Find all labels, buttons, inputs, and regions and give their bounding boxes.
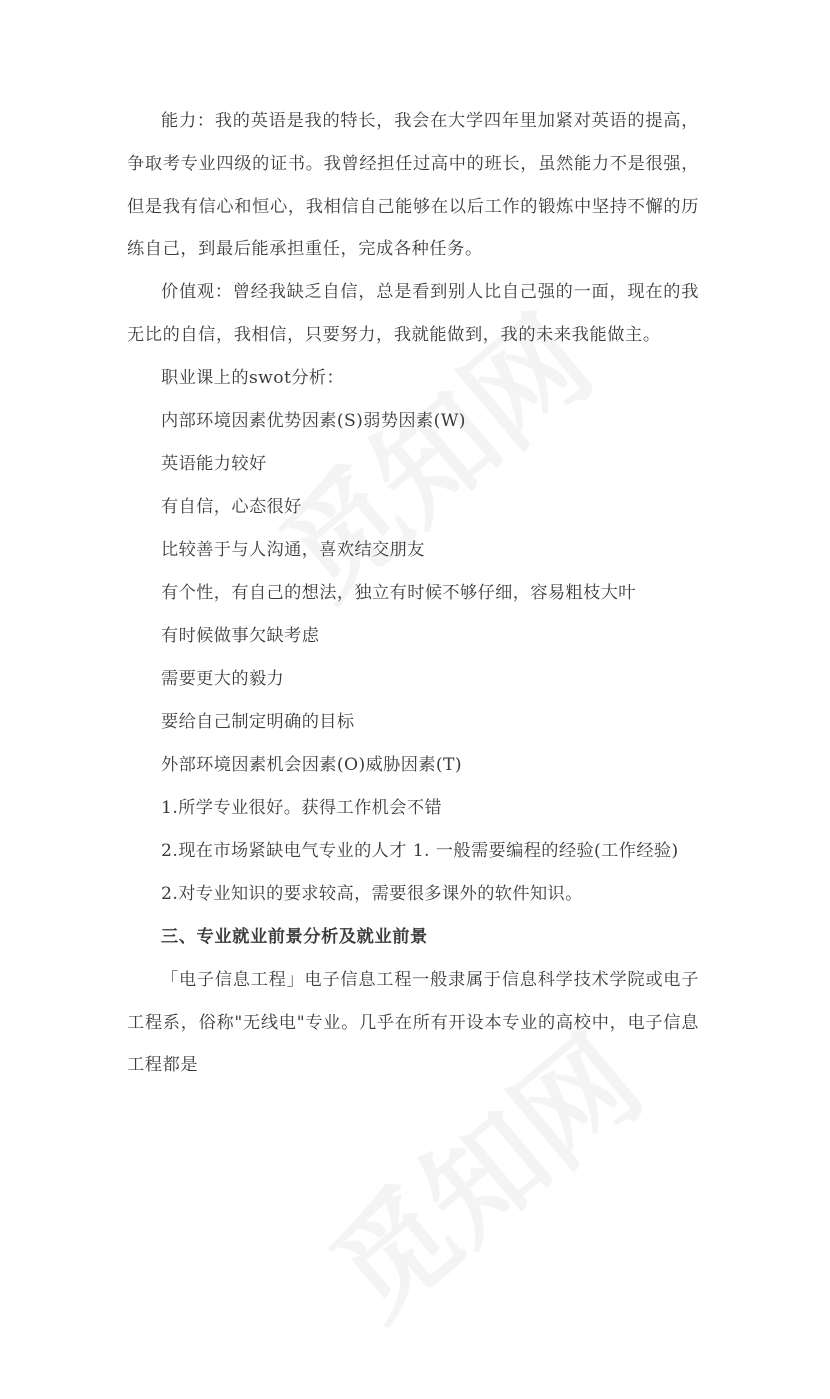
swot-external-header: 外部环境因素机会因素(O)威胁因素(T) xyxy=(161,754,463,775)
swot-internal-item: 有时候做事欠缺考虑 xyxy=(161,625,320,646)
swot-internal-item: 有个性，有自己的想法，独立有时候不够仔细，容易粗枝大叶 xyxy=(161,582,636,603)
swot-internal-item: 要给自己制定明确的目标 xyxy=(161,711,355,732)
swot-internal-header: 内部环境因素优势因素(S)弱势因素(W) xyxy=(161,410,466,431)
swot-external-item: 2.现在市场紧缺电气专业的人才 1. 一般需要编程的经验(工作经验) xyxy=(161,840,679,861)
document-body xyxy=(127,100,699,1087)
paragraph-ability: 能力：我的英语是我的特长，我会在大学四年里加紧对英语的提高，争取考专业四级的证书。我曾经担任过高中的班长，虽然能力不是很强，但是我有信心和恒心，我相信自己能够在以后工作的锻炼中坚持不懈的历练自己，到最后能承担重任，完成各种任务。 xyxy=(127,111,699,260)
paragraph-values: 价值观：曾经我缺乏自信，总是看到别人比自己强的一面，现在的我无比的自信，我相信，只要努力，我就能做到，我的未来我能做主。 xyxy=(127,282,699,345)
swot-external-item: 2.对专业知识的要求较高，需要很多课外的软件知识。 xyxy=(161,883,583,904)
swot-internal-item: 需要更大的毅力 xyxy=(161,668,285,689)
swot-internal-item: 英语能力较好 xyxy=(161,453,267,474)
swot-intro: 职业课上的swot分析： xyxy=(161,367,345,388)
swot-internal-item: 比较善于与人沟通，喜欢结交朋友 xyxy=(161,539,425,560)
paragraph-section3: 「电子信息工程」电子信息工程一般隶属于信息科学技术学院或电子工程系，俗称"无线电"专业。几乎在所有开设本专业的高校中，电子信息工程都是 xyxy=(127,969,699,1076)
swot-external-item: 1.所学专业很好。获得工作机会不错 xyxy=(161,797,443,818)
section-heading: 三、专业就业前景分析及就业前景 xyxy=(161,926,428,947)
swot-internal-item: 有自信，心态很好 xyxy=(161,496,302,517)
